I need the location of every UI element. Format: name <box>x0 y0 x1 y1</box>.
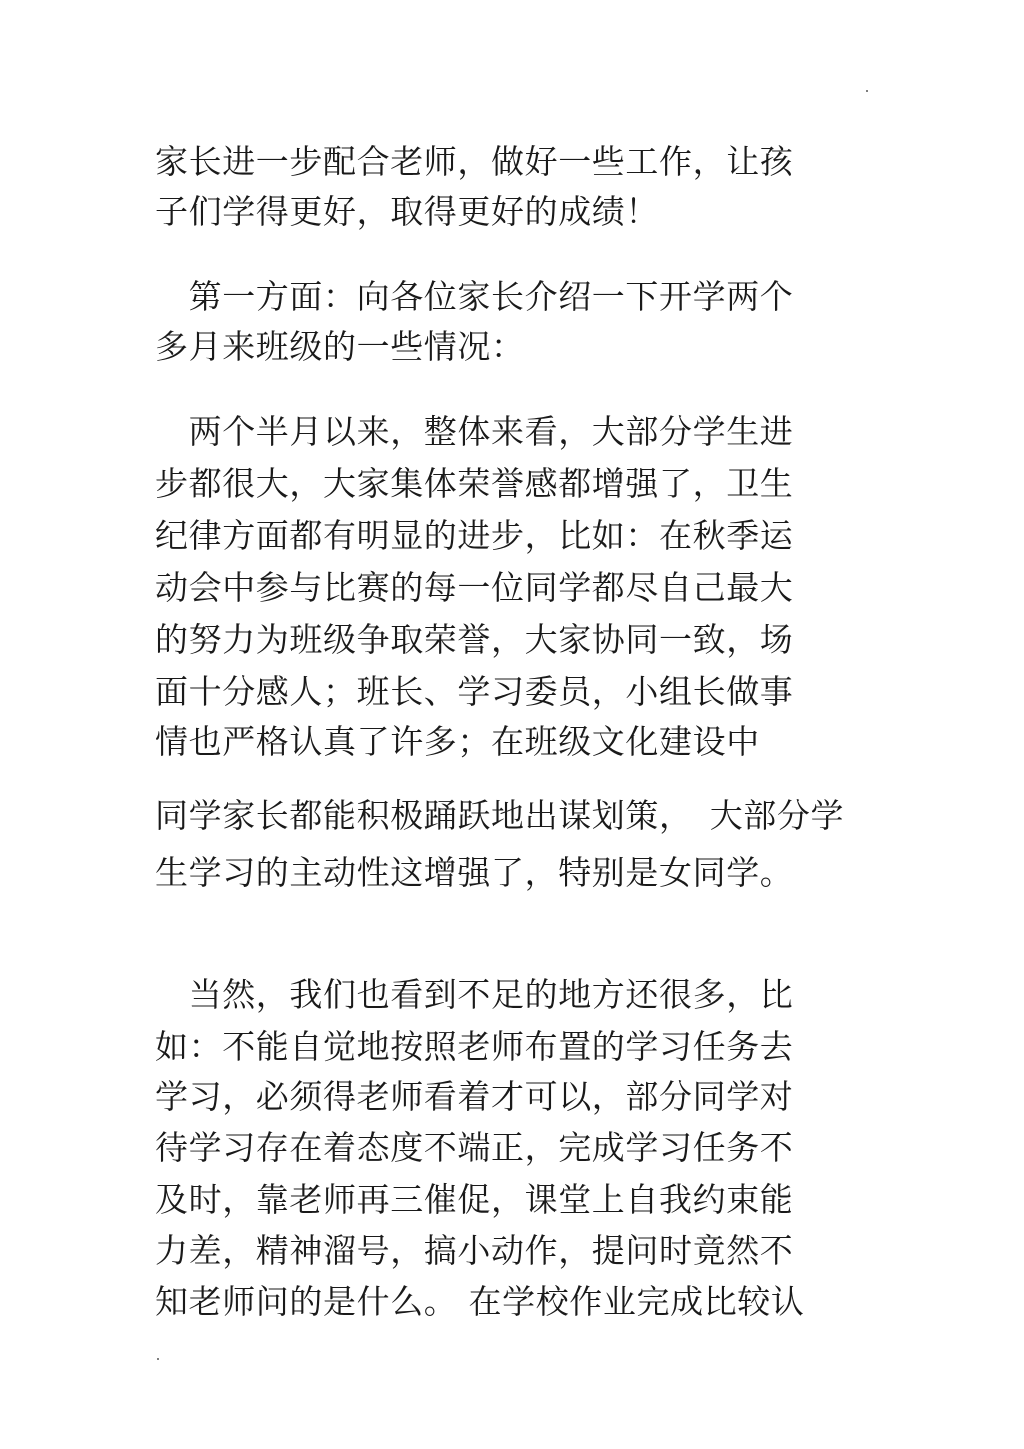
paragraph-3-line-3: 纪律方面都有明显的进步，比如：在秋季运 <box>155 516 794 555</box>
paragraph-5-line-5: 及时，靠老师再三催促，课堂上自我约束能 <box>155 1180 794 1219</box>
paragraph-4-line-1: 同学家长都能积极踊跃地出谋划策， 大部分学 <box>155 796 845 835</box>
paragraph-3-line-4: 动会中参与比赛的每一位同学都尽自己最大 <box>155 568 794 607</box>
paragraph-3-line-1: 两个半月以来，整体来看，大部分学生进 <box>155 412 794 451</box>
paragraph-5-line-3: 学习，必须得老师看着才可以，部分同学对 <box>155 1077 794 1116</box>
scan-mark <box>157 1358 159 1360</box>
paragraph-3-line-7: 情也严格认真了许多；在班级文化建设中 <box>155 722 760 761</box>
paragraph-5-line-2: 如：不能自觉地按照老师布置的学习任务去 <box>155 1027 794 1066</box>
paragraph-1-line-2: 子们学得更好，取得更好的成绩！ <box>155 192 659 231</box>
paragraph-3-line-5: 的努力为班级争取荣誉，大家协同一致，场 <box>155 620 794 659</box>
scan-mark <box>866 90 868 92</box>
paragraph-5-line-7: 知老师问的是什么。 在学校作业完成比较认 <box>155 1282 805 1321</box>
paragraph-2-line-1: 第一方面：向各位家长介绍一下开学两个 <box>155 277 794 316</box>
paragraph-5-line-4: 待学习存在着态度不端正，完成学习任务不 <box>155 1128 794 1167</box>
paragraph-5-line-6: 力差，精神溜号，搞小动作，提问时竟然不 <box>155 1231 794 1270</box>
paragraph-1-line-1: 家长进一步配合老师，做好一些工作，让孩 <box>155 142 794 181</box>
paragraph-3-line-6: 面十分感人；班长、学习委员，小组长做事 <box>155 672 794 711</box>
paragraph-4-line-2: 生学习的主动性这增强了，特别是女同学。 <box>155 853 794 892</box>
paragraph-5-line-1: 当然，我们也看到不足的地方还很多，比 <box>155 975 794 1014</box>
paragraph-2-line-2: 多月来班级的一些情况： <box>155 327 525 366</box>
paragraph-3-line-2: 步都很大，大家集体荣誉感都增强了，卫生 <box>155 464 794 503</box>
